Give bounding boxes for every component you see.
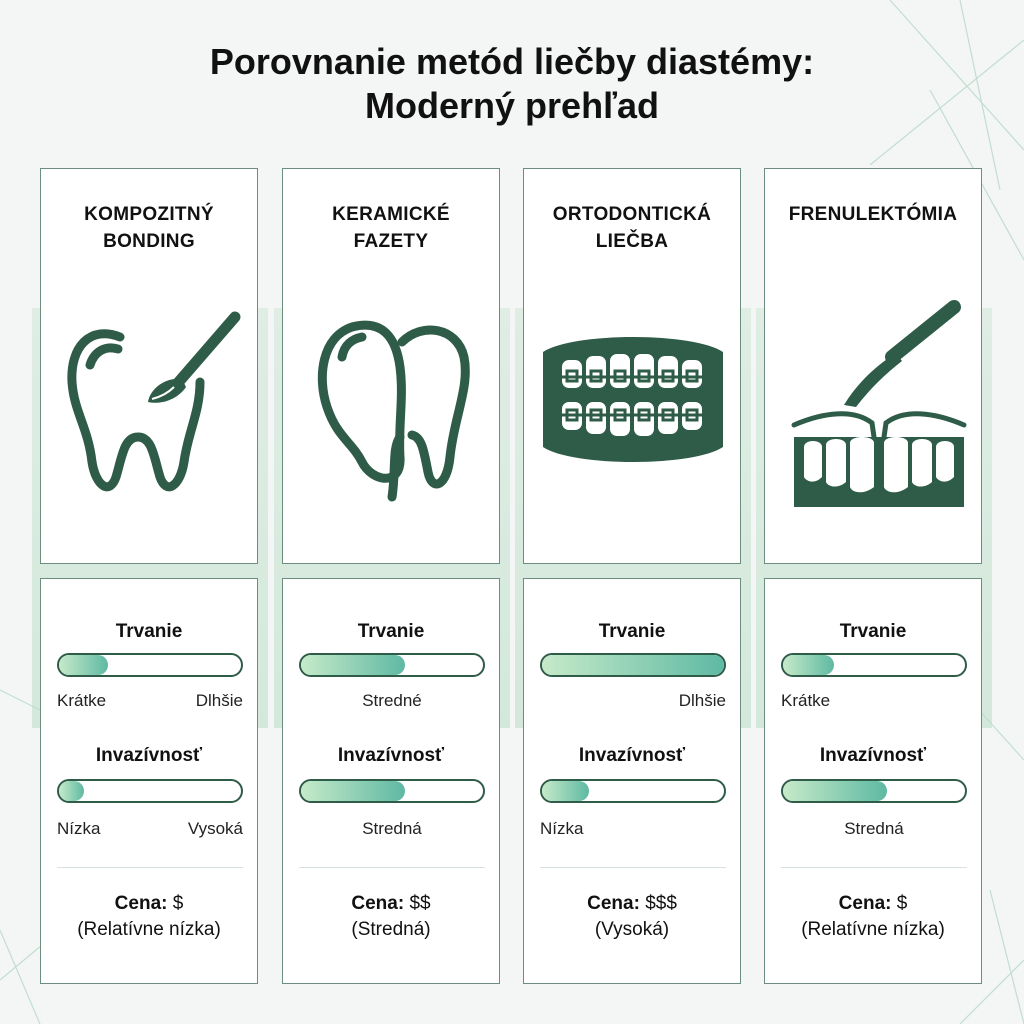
duration-bar-fill — [59, 655, 108, 675]
method-title-line: LIEČBA — [595, 231, 669, 252]
title-line-1: Porovnanie metód liečby diastémy: — [209, 41, 815, 82]
method-title — [283, 201, 499, 255]
scale-left-label: Krátke — [781, 691, 831, 710]
method-title-line: BONDING — [103, 231, 195, 252]
cost-label: Cena: — [114, 893, 168, 914]
invasiveness-bar-fill — [783, 781, 887, 801]
divider — [299, 867, 485, 868]
duration-label: Trvanie — [115, 621, 183, 642]
cost-info — [524, 891, 740, 943]
method-title — [765, 201, 981, 228]
divider — [540, 867, 726, 868]
duration-scale — [540, 691, 726, 713]
braces-icon — [533, 297, 733, 507]
invasiveness-scale — [781, 819, 967, 841]
cost-symbol: $$$ — [645, 893, 677, 914]
duration-label: Trvanie — [839, 621, 907, 642]
scale-left-label: Nízka — [57, 819, 101, 838]
duration-bar — [57, 653, 243, 677]
title-line-2: Moderný prehľad — [365, 85, 659, 126]
duration-scale — [57, 691, 243, 713]
cost-label: Cena: — [351, 893, 405, 914]
invasiveness-label: Invazívnosť — [578, 745, 686, 766]
invasiveness-scale — [299, 819, 485, 841]
cost-note: (Relatívne nízka) — [77, 919, 221, 940]
scale-left-label: Nízka — [540, 819, 584, 838]
duration-bar-fill — [301, 655, 405, 675]
cost-symbol: $$ — [409, 893, 431, 914]
scale-left-label: Krátke — [57, 691, 107, 710]
duration-bar — [781, 653, 967, 677]
divider — [781, 867, 967, 868]
method-card-header — [282, 168, 500, 564]
page-title — [0, 40, 1024, 128]
method-card-stats — [40, 578, 258, 984]
method-card-stats — [523, 578, 741, 984]
duration-label: Trvanie — [357, 621, 425, 642]
scale-right-label: Vysoká — [187, 819, 243, 838]
tooth-brush-icon — [50, 297, 250, 507]
method-card-header — [40, 168, 258, 564]
invasiveness-label: Invazívnosť — [95, 745, 203, 766]
cost-info — [283, 891, 499, 943]
invasiveness-bar — [57, 779, 243, 803]
method-title-line: KERAMICKÉ — [332, 204, 450, 225]
veneer-tooth-icon — [292, 297, 492, 507]
cost-note: (Relatívne nízka) — [801, 919, 945, 940]
invasiveness-bar-fill — [542, 781, 589, 801]
method-card-stats — [764, 578, 982, 984]
scale-right-label: Dlhšie — [195, 691, 243, 710]
cost-info — [41, 891, 257, 943]
method-title — [41, 201, 257, 255]
scale-center-label: Stredná — [844, 819, 904, 838]
invasiveness-bar-fill — [59, 781, 84, 801]
method-title-line: KOMPOZITNÝ — [84, 204, 214, 225]
cost-info — [765, 891, 981, 943]
method-title-line: FAZETY — [353, 231, 429, 252]
invasiveness-label: Invazívnosť — [819, 745, 927, 766]
method-card-header — [764, 168, 982, 564]
cost-label: Cena: — [587, 893, 640, 914]
method-card-header — [523, 168, 741, 564]
invasiveness-label: Invazívnosť — [337, 745, 445, 766]
cost-symbol: $ — [172, 893, 184, 914]
duration-bar — [299, 653, 485, 677]
method-title-line: ORTODONTICKÁ — [552, 204, 712, 225]
method-card-stats — [282, 578, 500, 984]
duration-bar-fill — [542, 655, 724, 675]
duration-bar-fill — [783, 655, 834, 675]
duration-label: Trvanie — [598, 621, 666, 642]
scalpel-gum-icon — [774, 297, 974, 507]
divider — [57, 867, 243, 868]
scale-center-label: Stredná — [362, 819, 422, 838]
duration-bar — [540, 653, 726, 677]
invasiveness-scale — [540, 819, 726, 841]
scale-center-label: Stredné — [362, 691, 422, 710]
invasiveness-bar — [540, 779, 726, 803]
method-title — [524, 201, 740, 255]
cost-symbol: $ — [896, 893, 908, 914]
cost-label: Cena: — [838, 893, 892, 914]
cost-note: (Vysoká) — [594, 919, 670, 940]
invasiveness-bar-fill — [301, 781, 405, 801]
method-title-line: FRENULEKTÓMIA — [788, 204, 958, 225]
scale-right-label: Dlhšie — [678, 691, 726, 710]
invasiveness-bar — [299, 779, 485, 803]
invasiveness-scale — [57, 819, 243, 841]
cost-note: (Stredná) — [351, 919, 431, 940]
duration-scale — [781, 691, 967, 713]
invasiveness-bar — [781, 779, 967, 803]
duration-scale — [299, 691, 485, 713]
